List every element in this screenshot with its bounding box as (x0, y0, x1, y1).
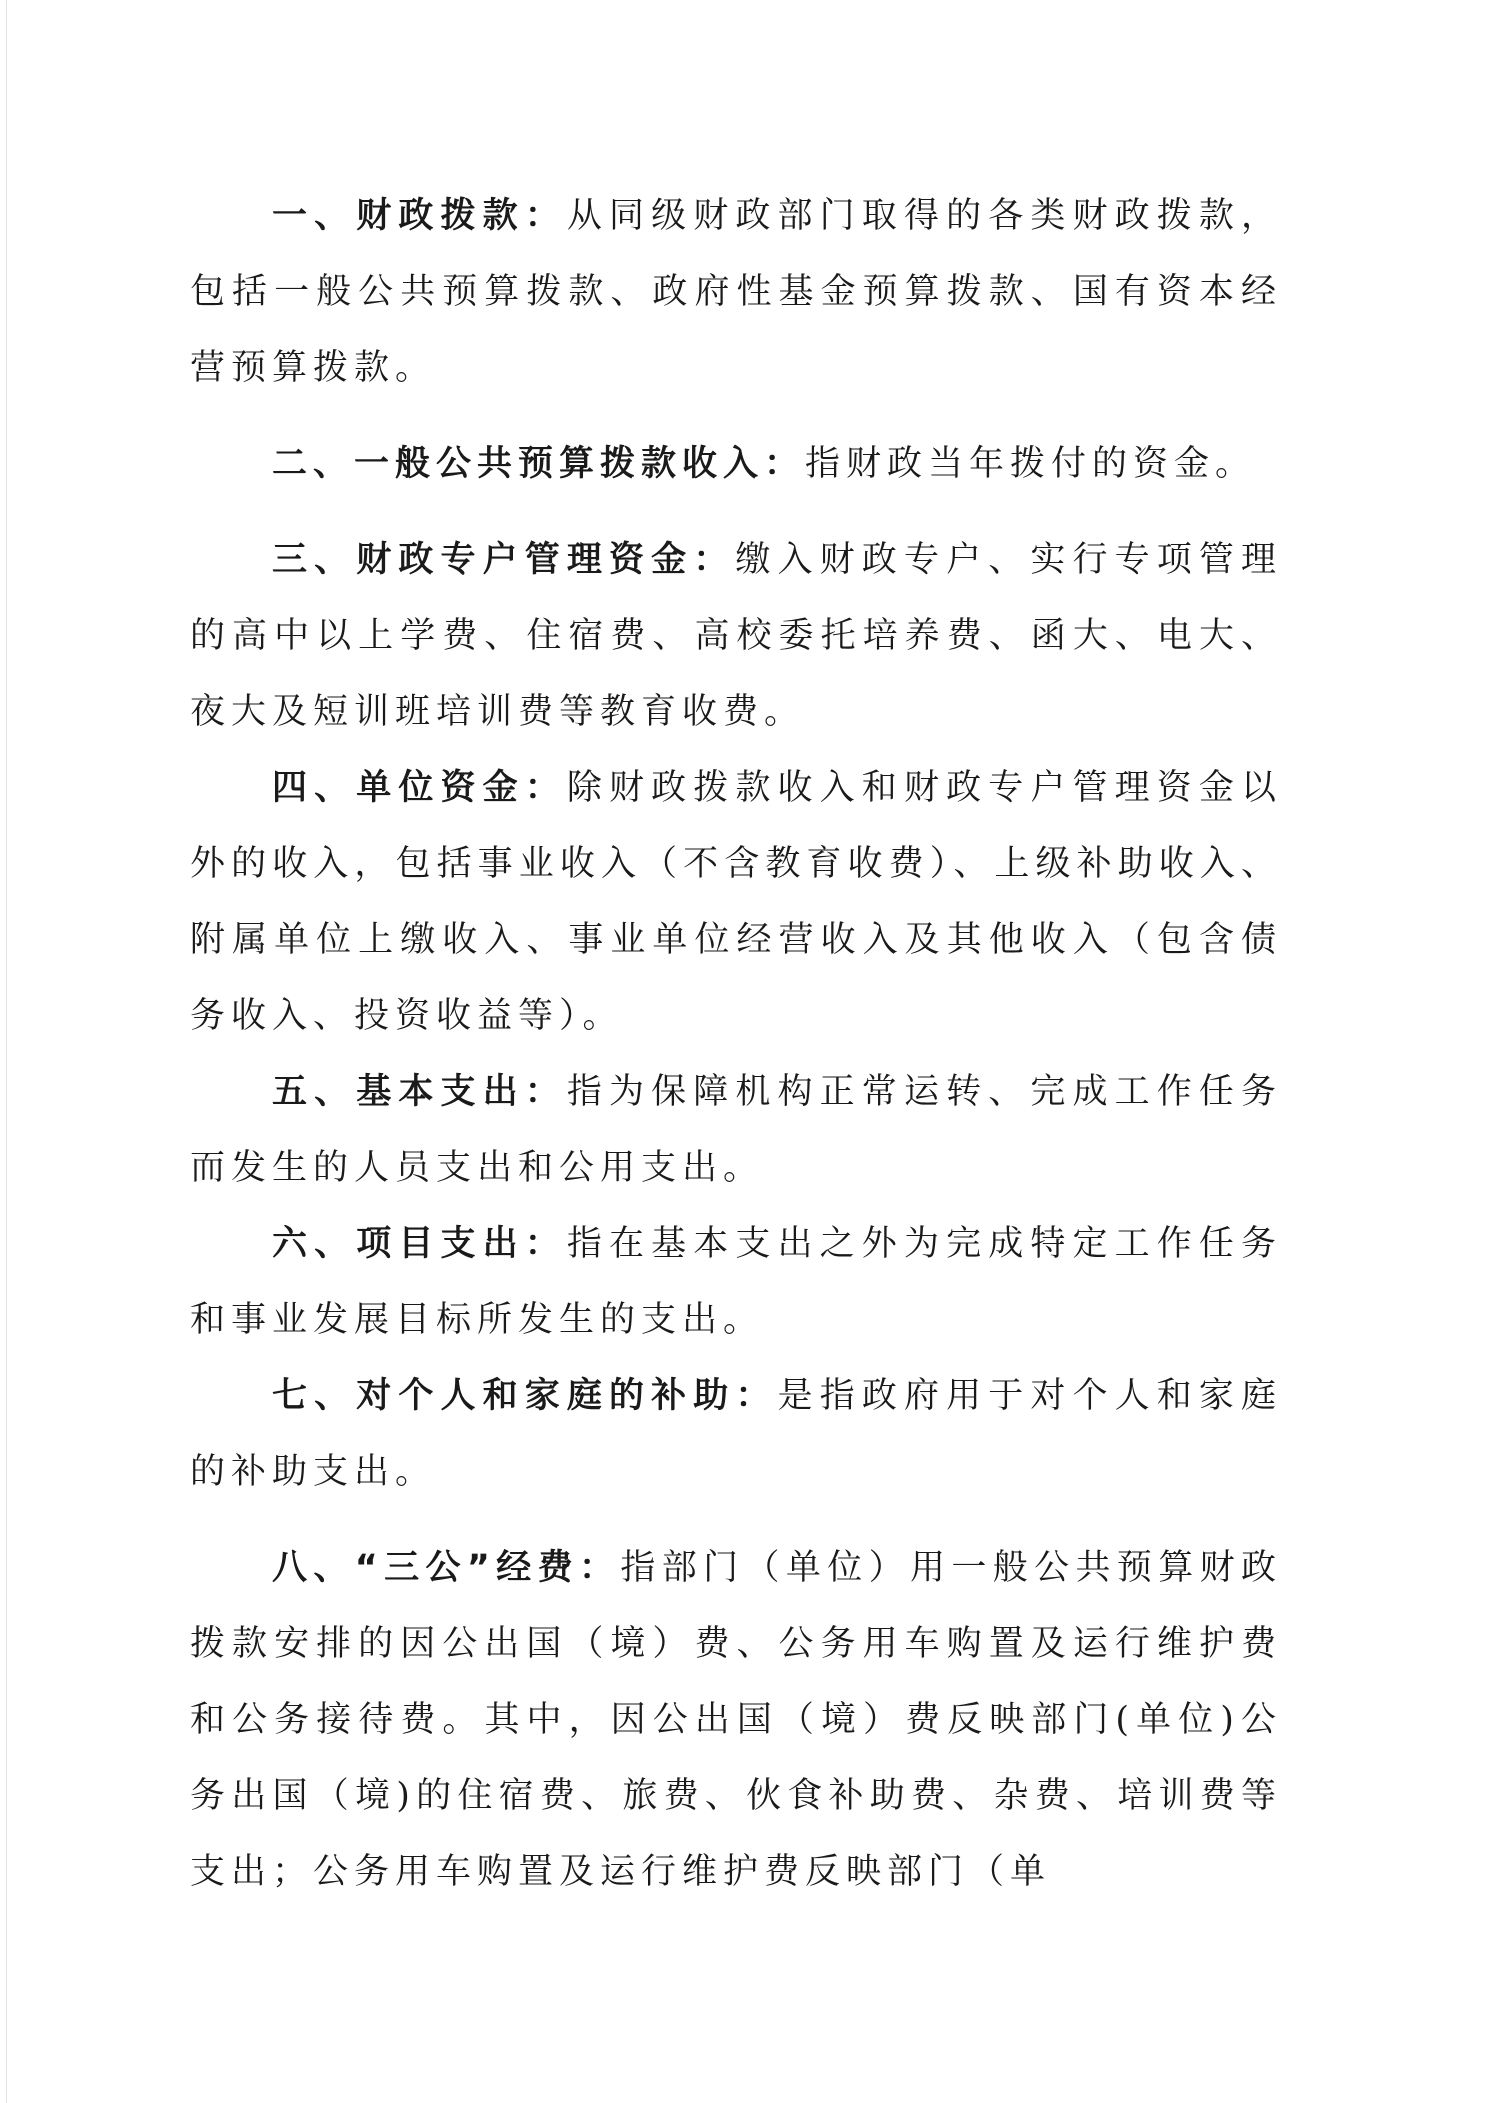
paragraph-household-subsidy (190, 1358, 1282, 1510)
paragraph-term: 四、单位资金： (272, 768, 567, 808)
paragraph-text: 指财政当年拨付的资金。 (805, 444, 1257, 484)
paragraph-text: 除财政拨款收入和财政专户管理资金以外的收入，包括事业收入（不含教育收费）、上级补助收入、附属单位上缴收入、事业单位经营收入及其他收入（包含债务收入、投资收益等）。 (190, 768, 1282, 1036)
paragraph-text: 从同级财政部门取得的各类财政拨款，包括一般公共预算拨款、政府性基金预算拨款、国有资本经营预算拨款。 (190, 196, 1282, 388)
paragraph-fiscal-appropriation (190, 178, 1282, 406)
paragraph-term: 五、基本支出： (272, 1072, 567, 1112)
paragraph-text: 是指政府用于对个人和家庭的补助支出。 (190, 1376, 1282, 1492)
paragraph-term: 三、财政专户管理资金： (272, 540, 736, 580)
paragraph-three-public-expenses (190, 1530, 1282, 1910)
paragraph-term: 六、项目支出： (272, 1224, 567, 1264)
paragraph-special-account-funds (190, 522, 1282, 750)
paragraph-text: 指为保障机构正常运转、完成工作任务而发生的人员支出和公用支出。 (190, 1072, 1282, 1188)
paragraph-project-expenditure (190, 1206, 1282, 1358)
paragraph-term: 一、财政拨款： (272, 196, 567, 236)
document-body (190, 178, 1282, 1910)
paragraph-term: 二、一般公共预算拨款收入： (272, 444, 806, 484)
paragraph-text: 缴入财政专户、实行专项管理的高中以上学费、住宿费、高校委托培养费、函大、电大、夜大及短训班培训费等教育收费。 (190, 540, 1282, 732)
paragraph-term: 八、“三公”经费： (272, 1548, 621, 1588)
paragraph-term: 七、对个人和家庭的补助： (272, 1376, 778, 1416)
paragraph-text: 指在基本支出之外为完成特定工作任务和事业发展目标所发生的支出。 (190, 1224, 1282, 1340)
paragraph-general-budget-income (190, 426, 1282, 502)
paragraph-basic-expenditure (190, 1054, 1282, 1206)
paragraph-unit-funds (190, 750, 1282, 1054)
paragraph-text: 指部门（单位）用一般公共预算财政拨款安排的因公出国（境）费、公务用车购置及运行维护费和公务接待费。其中，因公出国（境）费反映部门(单位)公务出国（境)的住宿费、旅费、伙食补助费、杂费、培训费等支出；公务用车购置及运行维护费反映部门（单 (190, 1548, 1282, 1892)
scan-edge-line (6, 0, 7, 2103)
